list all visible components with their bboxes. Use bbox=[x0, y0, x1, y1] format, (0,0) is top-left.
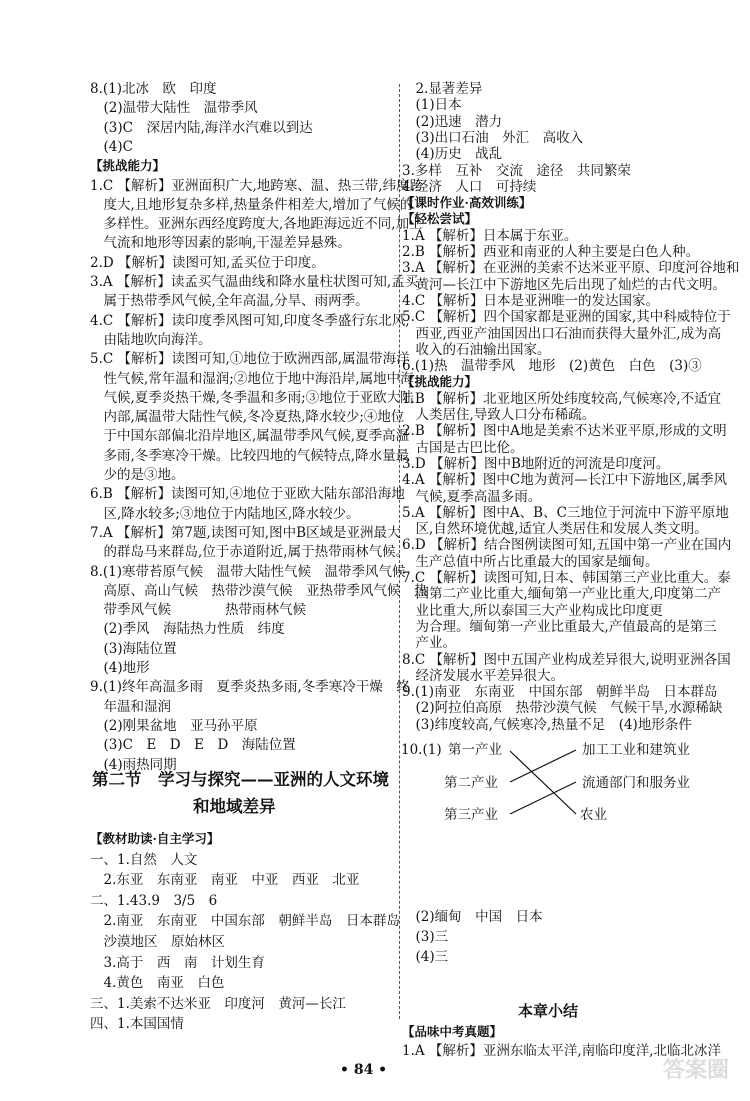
answer-line: (4)C bbox=[90, 138, 133, 155]
page-number: • 84 • bbox=[340, 1062, 388, 1078]
answer-line: 4.C 【解析】日本是亚洲唯一的发达国家。 bbox=[402, 292, 660, 309]
answer-line: (4)地形 bbox=[90, 660, 150, 676]
answer-line: 5.C 【解析】四个国家都是亚洲的国家,其中科威特位于 bbox=[402, 309, 731, 326]
watermark-logo bbox=[648, 1046, 744, 1096]
answer-line: 3.高于 西 南 计划生育 bbox=[90, 954, 265, 971]
q10-right-item: 农业 bbox=[580, 807, 607, 823]
answer-line: (4)雨热同期 bbox=[90, 756, 177, 773]
section-header: 【轻松尝试】 bbox=[402, 211, 478, 227]
match-line-2 bbox=[510, 750, 576, 782]
answer-line: 少的是③地。 bbox=[90, 467, 185, 483]
answer-line: (3)纬度较高,气候寒冷,热量不足 (4)地形条件 bbox=[402, 716, 692, 733]
answer-line: 6.(1)热 温带季风 地形 (2)黄色 白色 (3)③ bbox=[402, 358, 702, 375]
answer-line: 2.南亚 东南亚 中国东部 朝鲜半岛 日本群岛 bbox=[90, 913, 400, 930]
summary-line: 1.A 【解析】亚洲东临太平洋,南临印度洋,北临北冰洋 bbox=[402, 1043, 722, 1059]
answer-line: 7.C 【解析】读图可知,日本、韩国第三产业比重大。泰 bbox=[402, 570, 731, 586]
answer-line: (2)刚果盆地 亚马孙平原 bbox=[90, 717, 258, 734]
answer-line: 生产总值中所占比重最大的国家是缅甸。 bbox=[402, 553, 659, 570]
answer-line: 区,降水较多;③地位于内陆地区,降水较少。 bbox=[90, 505, 360, 522]
answer-line: 4.黄色 南亚 白色 bbox=[90, 975, 225, 992]
answer-line: 沙漠地区 原始林区 bbox=[90, 934, 225, 950]
answer-line: (2)迅速 潜力 bbox=[402, 113, 503, 130]
answer-line: 性气候,常年温和湿润;②地位于地中海沿岸,属地中海 bbox=[90, 370, 414, 387]
answer-line: 多雨,冬季寒冷干燥。比较四地的气候特点,降水量最 bbox=[90, 447, 410, 464]
answer-line: 9.(1)终年高温多雨 夏季炎热多雨,冬季寒冷干燥 终 bbox=[90, 679, 410, 696]
q10-left-item: 第二产业 bbox=[444, 775, 498, 791]
match-line-3 bbox=[510, 782, 576, 814]
answer-line: 2.B 【解析】图中A地是美索不达米亚平原,形成的文明 bbox=[402, 423, 727, 440]
answer-line: 2.B 【解析】西亚和南亚的人种主要是白色人种。 bbox=[402, 244, 700, 260]
answer-line: (2)缅甸 中国 日本 bbox=[402, 909, 543, 925]
answer-line: 内部,属温带大陆性气候,冬冷夏热,降水较少;④地位 bbox=[90, 409, 405, 426]
answer-line: 2.显著差异 bbox=[402, 81, 483, 97]
answer-line: 三、1.美索不达米亚 印度河 黄河—长江 bbox=[90, 995, 346, 1012]
answer-line: 年温和湿润 bbox=[90, 698, 171, 715]
answer-line: (3)出口石油 外汇 高收入 bbox=[402, 129, 584, 146]
answer-line: 一、1.自然 人文 bbox=[90, 851, 198, 868]
answer-line: 收入的石油输出国家。 bbox=[402, 341, 551, 358]
answer-line: 于中国东部偏北沿岸地区,属温带季风气候,夏季高温 bbox=[90, 428, 410, 445]
answer-line: 气候,夏季炎热干燥,冬季温和多雨;③地位于亚欧大陆 bbox=[90, 389, 414, 406]
q10-left-item: 第一产业 bbox=[448, 742, 502, 758]
section-header: 【挑战能力】 bbox=[90, 158, 166, 174]
answer-line: 区,自然环境优越,适宜人类居住和发展人类文明。 bbox=[402, 521, 708, 538]
answer-line: (3)C 深居内陆,海洋水汽难以到达 bbox=[90, 119, 313, 136]
answer-line: 度大,且地形复杂多样,热量条件相差大,增加了气候的 bbox=[90, 196, 414, 213]
answer-line: 8.C 【解析】图中五国产业构成差异很大,说明亚洲各国 bbox=[402, 651, 731, 668]
section-header: 【教材助读·自主学习】 bbox=[90, 831, 220, 846]
answer-line: 带季风气候 热带雨林气候 bbox=[90, 602, 306, 619]
answer-line: 古国是古巴比伦。 bbox=[402, 439, 524, 456]
answer-line: 4.A 【解析】图中C地为黄河—长江中下游地区,属季风 bbox=[402, 472, 728, 489]
answer-line: 1.B 【解析】北亚地区所处纬度较高,气候寒冷,不适宜 bbox=[402, 390, 722, 407]
answer-line: (3)C E D E D 海陆位置 bbox=[90, 737, 296, 754]
answer-line: 气候,夏季高温多雨。 bbox=[402, 488, 542, 505]
answer-line: 二、1.43.9 3/5 6 bbox=[90, 892, 218, 909]
answer-line: (3)海陆位置 bbox=[90, 640, 177, 657]
q10-left-item: 第三产业 bbox=[444, 807, 498, 823]
answer-line: (2)季风 海陆热力性质 纬度 bbox=[90, 621, 285, 638]
answer-line: 3.A 【解析】在亚洲的美索不达米亚平原、印度河谷地和 bbox=[402, 260, 740, 277]
answer-line: 产业。 bbox=[402, 635, 456, 652]
answer-line: 5.A 【解析】图中A、B、C三地位于河流中下游平原地 bbox=[402, 504, 729, 521]
answer-line: 6.D 【解析】结合图例读图可知,五国中第一产业在国内 bbox=[402, 537, 732, 554]
watermark-text: 答案圈 bbox=[662, 1058, 729, 1083]
answer-line: (4)三 bbox=[402, 949, 449, 965]
answer-line: 3.D 【解析】图中B地附近的河流是印度河。 bbox=[402, 455, 670, 472]
answer-line: 为合理。缅甸第一产业比重最大,产值最高的是第三 bbox=[402, 618, 717, 635]
answer-line: 业比重大,所以泰国三大产业构成比印度更 bbox=[402, 602, 663, 619]
answer-line: 经济发展水平差异很大。 bbox=[402, 667, 564, 684]
answer-line: (2)温带大陆性 温带季风 bbox=[90, 100, 258, 117]
answer-line: 7.A 【解析】第7题,读图可知,图中B区域是亚洲最大 bbox=[90, 524, 401, 541]
answer-line: (4)历史 战乱 bbox=[402, 146, 503, 163]
answer-line: 西亚,西亚产油国因出口石油而获得大量外汇,成为高 bbox=[402, 325, 722, 342]
answer-line: 1.A 【解析】日本属于东亚。 bbox=[402, 227, 578, 244]
q10-right-item: 加工工业和建筑业 bbox=[582, 742, 690, 758]
answer-line: (1)日本 bbox=[402, 97, 462, 114]
section-title-line2: 和地域差异 bbox=[193, 797, 276, 816]
chapter-summary-title: 本章小结 bbox=[518, 1002, 579, 1020]
answer-line: 5.C 【解析】读图可知,①地位于欧洲西部,属温带海洋 bbox=[90, 351, 410, 368]
answer-line: 8.(1)北冰 欧 印度 bbox=[90, 81, 217, 97]
section-header: 【挑战能力】 bbox=[402, 374, 478, 390]
answer-line: 属于热带季风气候,全年高温,分旱、雨两季。 bbox=[90, 293, 369, 310]
answer-line: (3)三 bbox=[402, 929, 449, 945]
answer-line: 的群岛马来群岛,位于赤道附近,属于热带雨林气候。 bbox=[90, 544, 410, 561]
answer-line: 高原、高山气候 热带沙漠气候 亚热带季风气候 热 bbox=[90, 582, 428, 599]
answer-line: 2.D 【解析】读图可知,孟买位于印度。 bbox=[90, 254, 325, 271]
answer-line: (2)阿拉伯高原 热带沙漠气候 气候干旱,水源稀缺 bbox=[402, 700, 723, 717]
answer-line: 四、1.本国国情 bbox=[90, 1016, 184, 1033]
section-title-line1: 第二节 学习与探究——亚洲的人文环境 bbox=[92, 770, 389, 789]
answer-line: 6.B 【解析】读图可知,④地位于亚欧大陆东部沿海地 bbox=[90, 486, 405, 503]
answer-line: 4.C 【解析】读印度季风图可知,印度冬季盛行东北风, bbox=[90, 312, 410, 329]
q10-right-item: 流通部门和服务业 bbox=[582, 775, 690, 791]
section-header: 【课时作业·高效训练】 bbox=[402, 195, 532, 211]
answer-line: 气流和地形等因素的影响,干湿差异悬殊。 bbox=[90, 235, 351, 252]
answer-line: 3.A 【解析】读孟买气温曲线和降水量柱状图可知,孟买 bbox=[90, 274, 419, 290]
answer-line: 8.(1)寒带苔原气候 温带大陆性气候 温带季风气候 bbox=[90, 563, 406, 580]
answer-line: 黄河—长江中下游地区先后出现了灿烂的古代文明。 bbox=[402, 276, 726, 293]
answer-line: 9.(1)南亚 东南亚 中国东部 朝鲜半岛 日本群岛 bbox=[402, 684, 718, 701]
answer-line: 人类居住,导致人口分布稀疏。 bbox=[402, 407, 596, 423]
answer-line: 多样性。亚洲东西经度跨度大,各地距海远近不同,加上 bbox=[90, 216, 423, 233]
answer-line: 1.C 【解析】亚洲面积广大,地跨寒、温、热三带,纬度跨 bbox=[90, 177, 424, 194]
answer-line: 国第二产业比重大,缅甸第一产业比重大,印度第二产 bbox=[402, 586, 722, 603]
answer-line: 4.经济 人口 可持续 bbox=[402, 178, 537, 195]
q10-label: 10.(1) bbox=[401, 742, 442, 758]
summary-header: 【品味中考真题】 bbox=[402, 1024, 503, 1039]
answer-line: 2.东亚 东南亚 南亚 中亚 西亚 北亚 bbox=[90, 872, 360, 889]
answer-line: 由陆地吹向海洋。 bbox=[90, 331, 212, 348]
answer-line: 3.多样 互补 交流 途径 共同繁荣 bbox=[402, 162, 631, 179]
match-line-1 bbox=[510, 751, 576, 814]
